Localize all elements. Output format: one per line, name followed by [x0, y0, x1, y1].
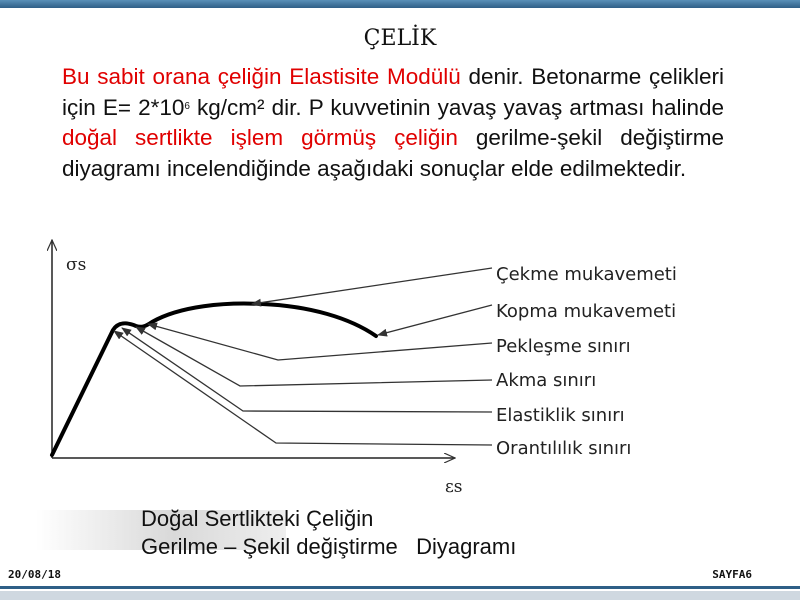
- label-akma-siniri: Akma sınırı: [496, 370, 597, 391]
- diagram-caption: [141, 505, 516, 561]
- para-text-2: kg/cm² dir. P kuvvetinin yavaş yavaş artması halinde: [189, 94, 724, 120]
- highlight-natural-hardness: doğal sertlikte işlem görmüş çeliğin: [62, 125, 458, 150]
- exponent: 6: [184, 100, 190, 112]
- footer-date: 20/08/18: [8, 568, 61, 581]
- highlight-elastic-modulus: Bu sabit orana çeliğin Elastisite Modülü: [62, 64, 461, 89]
- footer-line: [0, 586, 800, 589]
- footer-band: [0, 591, 800, 600]
- footer-page-number: SAYFA6: [712, 568, 752, 581]
- para-text-1: denir. Betonarme çelikleri için E= 2*10: [62, 64, 724, 120]
- label-cekme-mukavemeti: Çekme mukavemeti: [496, 264, 677, 285]
- para-text-3: gerilme-şekil değiştirme diyagramı incelendiğinde aşağıdaki sonuçlar elde edilmektedir.: [62, 125, 724, 181]
- leader-peklesme: [148, 324, 492, 360]
- label-elastiklik-siniri: Elastiklik sınırı: [496, 405, 625, 426]
- stress-strain-curve: [52, 304, 376, 455]
- caption-line-1: Doğal Sertlikteki Çeliğin: [141, 506, 374, 531]
- x-axis-label: εs: [445, 477, 463, 497]
- leader-elastiklik: [122, 328, 492, 412]
- slide-title: ÇELİK: [363, 26, 437, 51]
- label-kopma-mukavemeti: Kopma mukavemeti: [496, 301, 677, 322]
- label-orantililik-siniri: Orantılılık sınırı: [496, 438, 632, 459]
- caption-line-2: Gerilme – Şekil değiştirme Diyagramı: [141, 534, 517, 559]
- y-axis-label: σs: [66, 255, 87, 275]
- label-peklesme-siniri: Pekleşme sınırı: [496, 336, 631, 357]
- leader-cekme: [252, 268, 492, 304]
- leader-kopma: [378, 305, 492, 335]
